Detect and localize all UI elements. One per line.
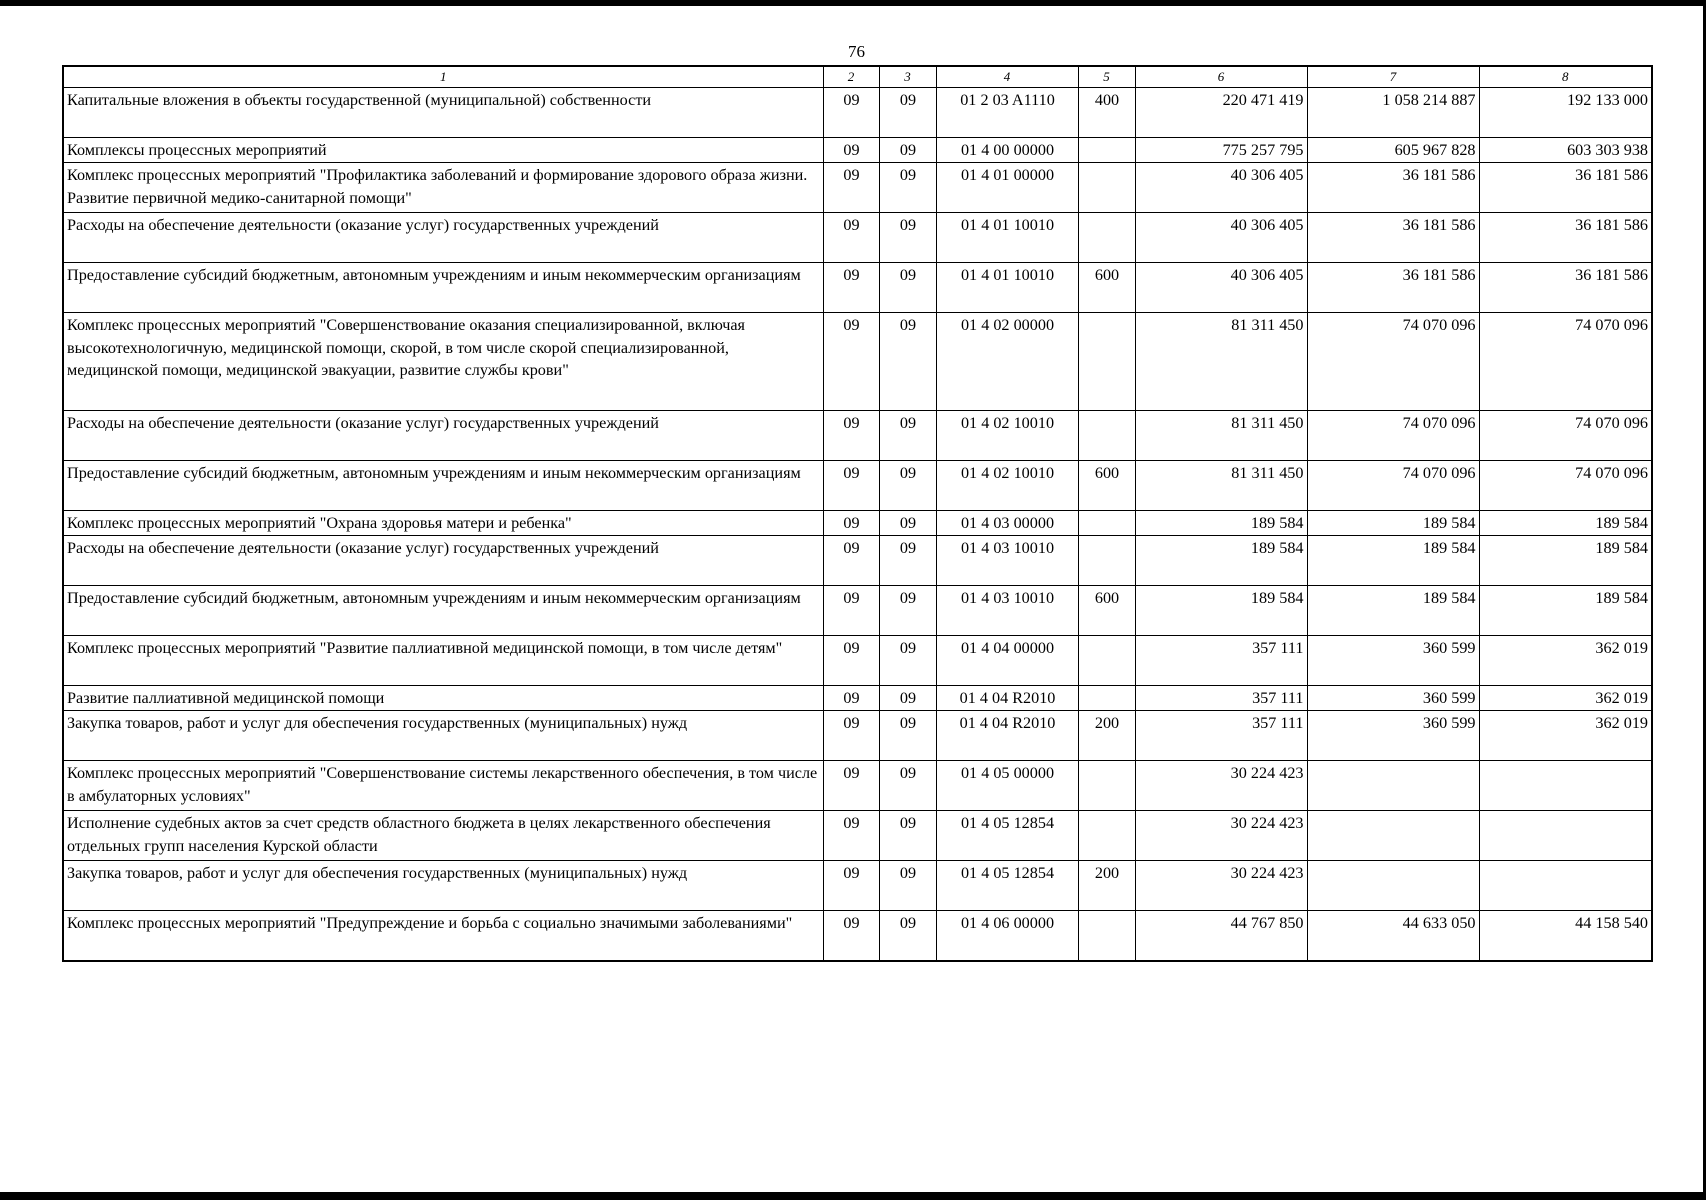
subsection-code: 09	[879, 761, 936, 811]
item-name: Капитальные вложения в объекты государственной (муниципальной) собственности	[63, 88, 823, 138]
section-code: 09	[823, 411, 879, 461]
amount-col-7: 360 599	[1307, 636, 1479, 686]
expense-type-code	[1078, 313, 1135, 411]
item-name: Расходы на обеспечение деятельности (оказание услуг) государственных учреждений	[63, 411, 823, 461]
target-article-code: 01 4 02 10010	[936, 461, 1078, 511]
expense-type-code: 600	[1078, 586, 1135, 636]
item-name: Комплекс процессных мероприятий "Предупреждение и борьба с социально значимыми заболеваниями"	[63, 911, 823, 961]
item-name: Закупка товаров, работ и услуг для обеспечения государственных (муниципальных) нужд	[63, 711, 823, 761]
subsection-code: 09	[879, 711, 936, 761]
subsection-code: 09	[879, 811, 936, 861]
table-row	[63, 711, 1652, 761]
table-row	[63, 461, 1652, 511]
amount-col-8: 362 019	[1479, 636, 1652, 686]
table-row	[63, 586, 1652, 636]
header-cell: 5	[1078, 66, 1135, 88]
amount-col-7	[1307, 811, 1479, 861]
amount-col-8	[1479, 811, 1652, 861]
item-name: Предоставление субсидий бюджетным, автономным учреждениям и иным некоммерческим организациям	[63, 586, 823, 636]
item-name: Комплекс процессных мероприятий "Профилактика заболеваний и формирование здорового образа жизни. Развитие первичной медико-санитарной помощи"	[63, 163, 823, 213]
subsection-code: 09	[879, 411, 936, 461]
table-row	[63, 636, 1652, 686]
header-cell: 7	[1307, 66, 1479, 88]
section-code: 09	[823, 686, 879, 711]
subsection-code: 09	[879, 586, 936, 636]
amount-col-8	[1479, 761, 1652, 811]
target-article-code: 01 4 01 10010	[936, 263, 1078, 313]
amount-col-6: 189 584	[1135, 586, 1307, 636]
expense-type-code	[1078, 911, 1135, 961]
amount-col-6: 40 306 405	[1135, 263, 1307, 313]
amount-col-8: 603 303 938	[1479, 138, 1652, 163]
table-row	[63, 511, 1652, 536]
amount-col-6: 775 257 795	[1135, 138, 1307, 163]
item-name: Исполнение судебных актов за счет средств областного бюджета в целях лекарственного обеспечения отдельных групп населения Курской области	[63, 811, 823, 861]
subsection-code: 09	[879, 511, 936, 536]
header-cell: 1	[63, 66, 823, 88]
amount-col-8	[1479, 861, 1652, 911]
section-code: 09	[823, 138, 879, 163]
amount-col-7: 360 599	[1307, 686, 1479, 711]
amount-col-7: 1 058 214 887	[1307, 88, 1479, 138]
amount-col-6: 220 471 419	[1135, 88, 1307, 138]
table-row	[63, 811, 1652, 861]
target-article-code: 01 4 00 00000	[936, 138, 1078, 163]
item-name: Комплекс процессных мероприятий "Развитие паллиативной медицинской помощи, в том числе детям"	[63, 636, 823, 686]
item-name: Расходы на обеспечение деятельности (оказание услуг) государственных учреждений	[63, 536, 823, 586]
amount-col-8: 74 070 096	[1479, 411, 1652, 461]
expense-type-code: 600	[1078, 263, 1135, 313]
expense-type-code: 600	[1078, 461, 1135, 511]
amount-col-8: 362 019	[1479, 686, 1652, 711]
amount-col-8: 36 181 586	[1479, 213, 1652, 263]
amount-col-7: 74 070 096	[1307, 313, 1479, 411]
item-name: Комплекс процессных мероприятий "Совершенствование системы лекарственного обеспечения, в том числе в амбулаторных условиях"	[63, 761, 823, 811]
table-row	[63, 138, 1652, 163]
amount-col-6: 357 111	[1135, 686, 1307, 711]
table-row	[63, 163, 1652, 213]
section-code: 09	[823, 586, 879, 636]
amount-col-6: 81 311 450	[1135, 313, 1307, 411]
table-row	[63, 313, 1652, 411]
header-cell: 8	[1479, 66, 1652, 88]
amount-col-8: 36 181 586	[1479, 163, 1652, 213]
amount-col-6: 357 111	[1135, 636, 1307, 686]
item-name: Комплекс процессных мероприятий "Охрана здоровья матери и ребенка"	[63, 511, 823, 536]
table-row	[63, 411, 1652, 461]
amount-col-6: 189 584	[1135, 536, 1307, 586]
amount-col-8: 362 019	[1479, 711, 1652, 761]
table-row	[63, 861, 1652, 911]
page-number: 76	[848, 42, 865, 61]
amount-col-8: 74 070 096	[1479, 313, 1652, 411]
expense-type-code	[1078, 686, 1135, 711]
section-code: 09	[823, 711, 879, 761]
amount-col-7: 189 584	[1307, 536, 1479, 586]
subsection-code: 09	[879, 686, 936, 711]
target-article-code: 01 4 04 R2010	[936, 711, 1078, 761]
budget-table	[62, 65, 1653, 962]
section-code: 09	[823, 461, 879, 511]
expense-type-code	[1078, 536, 1135, 586]
amount-col-7: 44 633 050	[1307, 911, 1479, 961]
target-article-code: 01 4 03 00000	[936, 511, 1078, 536]
section-code: 09	[823, 163, 879, 213]
amount-col-6: 81 311 450	[1135, 411, 1307, 461]
header-cell: 3	[879, 66, 936, 88]
amount-col-6: 40 306 405	[1135, 213, 1307, 263]
amount-col-8: 189 584	[1479, 511, 1652, 536]
amount-col-8: 74 070 096	[1479, 461, 1652, 511]
table-row	[63, 536, 1652, 586]
section-code: 09	[823, 263, 879, 313]
amount-col-7: 74 070 096	[1307, 461, 1479, 511]
target-article-code: 01 4 04 00000	[936, 636, 1078, 686]
amount-col-7: 360 599	[1307, 711, 1479, 761]
item-name: Расходы на обеспечение деятельности (оказание услуг) государственных учреждений	[63, 213, 823, 263]
column-number-row	[63, 66, 1652, 88]
section-code: 09	[823, 213, 879, 263]
subsection-code: 09	[879, 536, 936, 586]
table-row	[63, 911, 1652, 961]
amount-col-7	[1307, 861, 1479, 911]
target-article-code: 01 4 02 00000	[936, 313, 1078, 411]
item-name: Предоставление субсидий бюджетным, автономным учреждениям и иным некоммерческим организациям	[63, 263, 823, 313]
item-name: Развитие паллиативной медицинской помощи	[63, 686, 823, 711]
section-code: 09	[823, 911, 879, 961]
subsection-code: 09	[879, 911, 936, 961]
amount-col-6: 189 584	[1135, 511, 1307, 536]
item-name: Предоставление субсидий бюджетным, автономным учреждениям и иным некоммерческим организациям	[63, 461, 823, 511]
amount-col-8: 189 584	[1479, 536, 1652, 586]
table-row	[63, 88, 1652, 138]
section-code: 09	[823, 761, 879, 811]
section-code: 09	[823, 636, 879, 686]
subsection-code: 09	[879, 213, 936, 263]
target-article-code: 01 4 05 12854	[936, 861, 1078, 911]
subsection-code: 09	[879, 461, 936, 511]
subsection-code: 09	[879, 636, 936, 686]
amount-col-7: 74 070 096	[1307, 411, 1479, 461]
target-article-code: 01 4 05 00000	[936, 761, 1078, 811]
amount-col-7: 36 181 586	[1307, 163, 1479, 213]
target-article-code: 01 2 03 A1110	[936, 88, 1078, 138]
table-row	[63, 686, 1652, 711]
section-code: 09	[823, 861, 879, 911]
item-name: Комплексы процессных мероприятий	[63, 138, 823, 163]
amount-col-6: 357 111	[1135, 711, 1307, 761]
target-article-code: 01 4 03 10010	[936, 536, 1078, 586]
subsection-code: 09	[879, 861, 936, 911]
amount-col-6: 30 224 423	[1135, 761, 1307, 811]
expense-type-code	[1078, 511, 1135, 536]
amount-col-8: 192 133 000	[1479, 88, 1652, 138]
expense-type-code	[1078, 811, 1135, 861]
amount-col-6: 30 224 423	[1135, 861, 1307, 911]
amount-col-7: 189 584	[1307, 586, 1479, 636]
expense-type-code	[1078, 213, 1135, 263]
expense-type-code	[1078, 636, 1135, 686]
target-article-code: 01 4 01 10010	[936, 213, 1078, 263]
subsection-code: 09	[879, 263, 936, 313]
target-article-code: 01 4 02 10010	[936, 411, 1078, 461]
subsection-code: 09	[879, 313, 936, 411]
amount-col-8: 189 584	[1479, 586, 1652, 636]
subsection-code: 09	[879, 163, 936, 213]
item-name: Закупка товаров, работ и услуг для обеспечения государственных (муниципальных) нужд	[63, 861, 823, 911]
section-code: 09	[823, 536, 879, 586]
header-cell: 2	[823, 66, 879, 88]
header-cell: 4	[936, 66, 1078, 88]
amount-col-8: 36 181 586	[1479, 263, 1652, 313]
amount-col-7: 36 181 586	[1307, 213, 1479, 263]
expense-type-code	[1078, 411, 1135, 461]
target-article-code: 01 4 04 R2010	[936, 686, 1078, 711]
scan-edge-bottom	[0, 1192, 1706, 1200]
amount-col-7	[1307, 761, 1479, 811]
target-article-code: 01 4 01 00000	[936, 163, 1078, 213]
target-article-code: 01 4 05 12854	[936, 811, 1078, 861]
scan-edge-top	[0, 0, 1706, 6]
expense-type-code	[1078, 761, 1135, 811]
amount-col-7: 605 967 828	[1307, 138, 1479, 163]
expense-type-code	[1078, 138, 1135, 163]
section-code: 09	[823, 811, 879, 861]
table-row	[63, 263, 1652, 313]
expense-type-code	[1078, 163, 1135, 213]
expense-type-code: 400	[1078, 88, 1135, 138]
expense-type-code: 200	[1078, 861, 1135, 911]
target-article-code: 01 4 06 00000	[936, 911, 1078, 961]
table-row	[63, 213, 1652, 263]
section-code: 09	[823, 313, 879, 411]
amount-col-6: 40 306 405	[1135, 163, 1307, 213]
subsection-code: 09	[879, 88, 936, 138]
section-code: 09	[823, 88, 879, 138]
subsection-code: 09	[879, 138, 936, 163]
amount-col-6: 44 767 850	[1135, 911, 1307, 961]
header-cell: 6	[1135, 66, 1307, 88]
amount-col-8: 44 158 540	[1479, 911, 1652, 961]
amount-col-6: 30 224 423	[1135, 811, 1307, 861]
amount-col-7: 189 584	[1307, 511, 1479, 536]
item-name: Комплекс процессных мероприятий "Совершенствование оказания специализированной, включая высокотехнологичную, медицинской помощи, скорой, в том числе скорой специализированной, медицинской помощи, медицинской эвакуации, развитие службы крови"	[63, 313, 823, 411]
section-code: 09	[823, 511, 879, 536]
amount-col-6: 81 311 450	[1135, 461, 1307, 511]
target-article-code: 01 4 03 10010	[936, 586, 1078, 636]
expense-type-code: 200	[1078, 711, 1135, 761]
amount-col-7: 36 181 586	[1307, 263, 1479, 313]
table-row	[63, 761, 1652, 811]
